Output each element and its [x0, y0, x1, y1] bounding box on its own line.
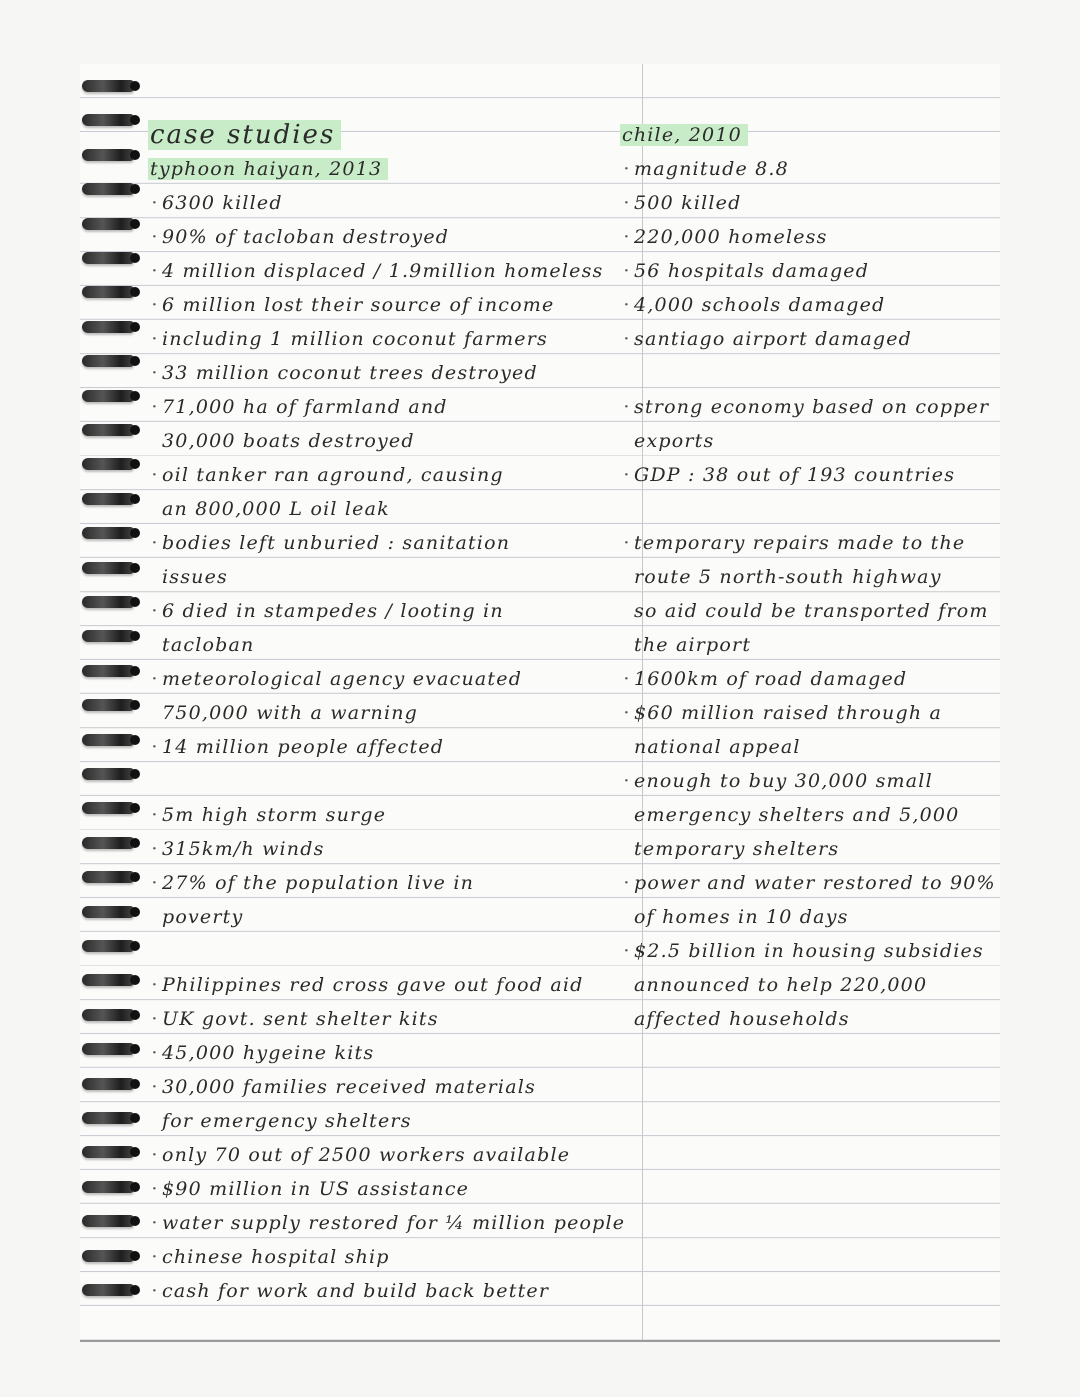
blank-line — [620, 356, 1000, 390]
bullet-dot-icon: · — [623, 192, 631, 214]
note-line — [148, 1104, 638, 1138]
note-line — [148, 1172, 638, 1206]
spiral-ring — [82, 252, 134, 264]
spiral-ring — [82, 1250, 134, 1262]
note-line — [148, 1070, 638, 1104]
blank-line — [620, 492, 1000, 526]
note-line — [620, 764, 1000, 798]
note-line — [148, 526, 638, 560]
note-line — [620, 424, 1000, 458]
note-text: 1600km of road damaged — [634, 668, 908, 690]
spiral-binding — [82, 80, 142, 1320]
blank-line — [148, 934, 638, 968]
spiral-ring — [82, 974, 134, 986]
note-text: $90 million in US assistance — [162, 1178, 470, 1200]
note-line — [148, 356, 638, 390]
note-text: the airport — [634, 634, 752, 656]
spiral-ring — [82, 1215, 134, 1227]
note-text: 500 killed — [634, 192, 742, 214]
note-line — [148, 492, 638, 526]
note-line — [620, 832, 1000, 866]
bullet-dot-icon: · — [151, 1144, 159, 1166]
note-line — [148, 730, 638, 764]
note-text: santiago airport damaged — [634, 328, 913, 350]
bullet-dot-icon: · — [151, 1008, 159, 1030]
spiral-ring — [82, 114, 134, 126]
note-text: water supply restored for ¼ million people — [162, 1212, 626, 1234]
spiral-ring — [82, 218, 134, 230]
bullet-dot-icon: · — [151, 192, 159, 214]
note-text: power and water restored to 90% — [634, 872, 996, 894]
spiral-ring — [82, 802, 134, 814]
spiral-ring — [82, 562, 134, 574]
note-line — [148, 254, 638, 288]
spiral-ring — [82, 1043, 134, 1055]
spiral-ring — [82, 149, 134, 161]
case-study-title-haiyan: typhoon haiyan, 2013 — [148, 152, 638, 186]
spiral-ring — [82, 390, 134, 402]
note-text: 56 hospitals damaged — [634, 260, 870, 282]
bullet-dot-icon: · — [623, 260, 631, 282]
note-line — [620, 594, 1000, 628]
bullet-dot-icon: · — [623, 532, 631, 554]
note-line — [620, 458, 1000, 492]
note-line — [148, 594, 638, 628]
note-text: Philippines red cross gave out food aid — [162, 974, 584, 996]
note-line — [620, 900, 1000, 934]
note-text: 71,000 ha of farmland and — [162, 396, 448, 418]
note-line — [620, 152, 1000, 186]
note-line — [620, 662, 1000, 696]
spiral-ring — [82, 837, 134, 849]
note-line — [148, 1138, 638, 1172]
right-column-chile — [620, 118, 1000, 1036]
spiral-ring — [82, 940, 134, 952]
bullet-dot-icon: · — [151, 396, 159, 418]
note-text: GDP : 38 out of 193 countries — [634, 464, 956, 486]
note-line — [148, 798, 638, 832]
note-text: 45,000 hygeine kits — [162, 1042, 375, 1064]
note-line — [620, 866, 1000, 900]
bullet-dot-icon: · — [151, 1042, 159, 1064]
note-text: 6 million lost their source of income — [162, 294, 555, 316]
note-text: magnitude 8.8 — [634, 158, 789, 180]
note-line — [148, 628, 638, 662]
note-line — [148, 662, 638, 696]
note-line — [148, 968, 638, 1002]
note-line — [148, 1206, 638, 1240]
bullet-dot-icon: · — [151, 668, 159, 690]
bullet-dot-icon: · — [151, 1178, 159, 1200]
note-text: strong economy based on copper — [634, 396, 990, 418]
note-text: affected households — [634, 1008, 850, 1030]
note-line — [148, 424, 638, 458]
note-text: poverty — [162, 906, 244, 928]
bullet-dot-icon: · — [623, 396, 631, 418]
note-text: for emergency shelters — [162, 1110, 412, 1132]
note-text: 30,000 boats destroyed — [162, 430, 415, 452]
bullet-dot-icon: · — [623, 158, 631, 180]
blank-line — [148, 764, 638, 798]
spiral-ring — [82, 183, 134, 195]
note-text: route 5 north-south highway — [634, 566, 942, 588]
note-text: 4,000 schools damaged — [634, 294, 886, 316]
note-text: 750,000 with a warning — [162, 702, 419, 724]
note-text: $2.5 billion in housing subsidies — [634, 940, 984, 962]
note-line — [620, 934, 1000, 968]
note-line — [620, 968, 1000, 1002]
note-text: oil tanker ran aground, causing — [162, 464, 504, 486]
note-text: 33 million coconut trees destroyed — [162, 362, 538, 384]
note-line — [148, 866, 638, 900]
note-line — [620, 186, 1000, 220]
note-text: chinese hospital ship — [162, 1246, 390, 1268]
spiral-ring — [82, 734, 134, 746]
spiral-ring — [82, 1078, 134, 1090]
note-text: emergency shelters and 5,000 — [634, 804, 960, 826]
left-column-typhoon-haiyan — [148, 118, 638, 1308]
note-text: 6 died in stampedes / looting in — [162, 600, 504, 622]
note-line — [148, 832, 638, 866]
note-text: 14 million people affected — [162, 736, 445, 758]
bullet-dot-icon: · — [151, 804, 159, 826]
note-text: an 800,000 L oil leak — [162, 498, 390, 520]
note-text: issues — [162, 566, 229, 588]
note-text: 5m high storm surge — [162, 804, 387, 826]
bullet-dot-icon: · — [151, 328, 159, 350]
spiral-ring — [82, 493, 134, 505]
spiral-ring — [82, 458, 134, 470]
bullet-dot-icon: · — [151, 838, 159, 860]
note-line — [620, 322, 1000, 356]
spiral-ring — [82, 321, 134, 333]
note-text: 4 million displaced / 1.9million homeless — [162, 260, 604, 282]
note-line — [148, 900, 638, 934]
note-line — [148, 288, 638, 322]
note-text: national appeal — [634, 736, 801, 758]
bullet-dot-icon: · — [151, 362, 159, 384]
spiral-ring — [82, 871, 134, 883]
spiral-ring — [82, 906, 134, 918]
note-text: 27% of the population live in — [162, 872, 475, 894]
note-line — [148, 1240, 638, 1274]
note-line — [148, 1274, 638, 1308]
note-line — [148, 390, 638, 424]
bullet-dot-icon: · — [151, 294, 159, 316]
note-text: exports — [634, 430, 715, 452]
note-line — [620, 560, 1000, 594]
bullet-dot-icon: · — [623, 702, 631, 724]
note-line — [620, 526, 1000, 560]
bullet-dot-icon: · — [151, 226, 159, 248]
spiral-ring — [82, 355, 134, 367]
note-line — [620, 254, 1000, 288]
spiral-ring — [82, 630, 134, 642]
note-text: enough to buy 30,000 small — [634, 770, 933, 792]
spiral-ring — [82, 1284, 134, 1296]
note-line — [148, 1036, 638, 1070]
spiral-ring — [82, 1181, 134, 1193]
note-line — [620, 390, 1000, 424]
case-study-title-chile: chile, 2010 — [620, 118, 1000, 152]
note-text: only 70 out of 2500 workers available — [162, 1144, 571, 1166]
note-text: 315km/h winds — [162, 838, 325, 860]
note-text: tacloban — [162, 634, 255, 656]
note-line — [620, 288, 1000, 322]
bullet-dot-icon: · — [623, 464, 631, 486]
note-line — [620, 696, 1000, 730]
bullet-dot-icon: · — [623, 668, 631, 690]
note-text: of homes in 10 days — [634, 906, 849, 928]
note-line — [620, 220, 1000, 254]
note-text: cash for work and build back better — [162, 1280, 550, 1302]
note-text: bodies left unburied : sanitation — [162, 532, 511, 554]
bullet-dot-icon: · — [623, 328, 631, 350]
bullet-dot-icon: · — [151, 974, 159, 996]
note-text: including 1 million coconut farmers — [162, 328, 548, 350]
spiral-ring — [82, 699, 134, 711]
bullet-dot-icon: · — [151, 872, 159, 894]
note-line — [148, 322, 638, 356]
bullet-dot-icon: · — [151, 736, 159, 758]
bullet-dot-icon: · — [151, 464, 159, 486]
spiral-ring — [82, 286, 134, 298]
bullet-dot-icon: · — [623, 940, 631, 962]
spiral-ring — [82, 768, 134, 780]
note-line — [620, 798, 1000, 832]
note-text: meteorological agency evacuated — [162, 668, 523, 690]
note-text: 30,000 families received materials — [162, 1076, 536, 1098]
spiral-ring — [82, 80, 134, 92]
note-line — [148, 458, 638, 492]
note-text: temporary repairs made to the — [634, 532, 966, 554]
note-text: UK govt. sent shelter kits — [162, 1008, 439, 1030]
note-text: 220,000 homeless — [634, 226, 828, 248]
bullet-dot-icon: · — [623, 770, 631, 792]
spiral-ring — [82, 665, 134, 677]
bullet-dot-icon: · — [623, 226, 631, 248]
spiral-ring — [82, 527, 134, 539]
bullet-dot-icon: · — [151, 1246, 159, 1268]
note-text: temporary shelters — [634, 838, 840, 860]
bullet-dot-icon: · — [151, 1076, 159, 1098]
note-line — [620, 1002, 1000, 1036]
bullet-dot-icon: · — [623, 294, 631, 316]
spiral-ring — [82, 424, 134, 436]
note-line — [620, 730, 1000, 764]
note-line — [620, 628, 1000, 662]
spiral-ring — [82, 596, 134, 608]
spiral-ring — [82, 1146, 134, 1158]
note-line — [148, 696, 638, 730]
note-line — [148, 220, 638, 254]
bullet-dot-icon: · — [151, 1212, 159, 1234]
bullet-dot-icon: · — [151, 260, 159, 282]
note-text: $60 million raised through a — [634, 702, 943, 724]
bullet-dot-icon: · — [151, 1280, 159, 1302]
note-line — [148, 560, 638, 594]
note-text: 6300 killed — [162, 192, 283, 214]
bullet-dot-icon: · — [151, 600, 159, 622]
page-title: case studies — [148, 118, 638, 152]
note-line — [148, 186, 638, 220]
spiral-ring — [82, 1009, 134, 1021]
bullet-dot-icon: · — [151, 532, 159, 554]
note-text: announced to help 220,000 — [634, 974, 928, 996]
note-text: 90% of tacloban destroyed — [162, 226, 450, 248]
spiral-ring — [82, 1112, 134, 1124]
bullet-dot-icon: · — [623, 872, 631, 894]
note-line — [148, 1002, 638, 1036]
note-text: so aid could be transported from — [634, 600, 989, 622]
